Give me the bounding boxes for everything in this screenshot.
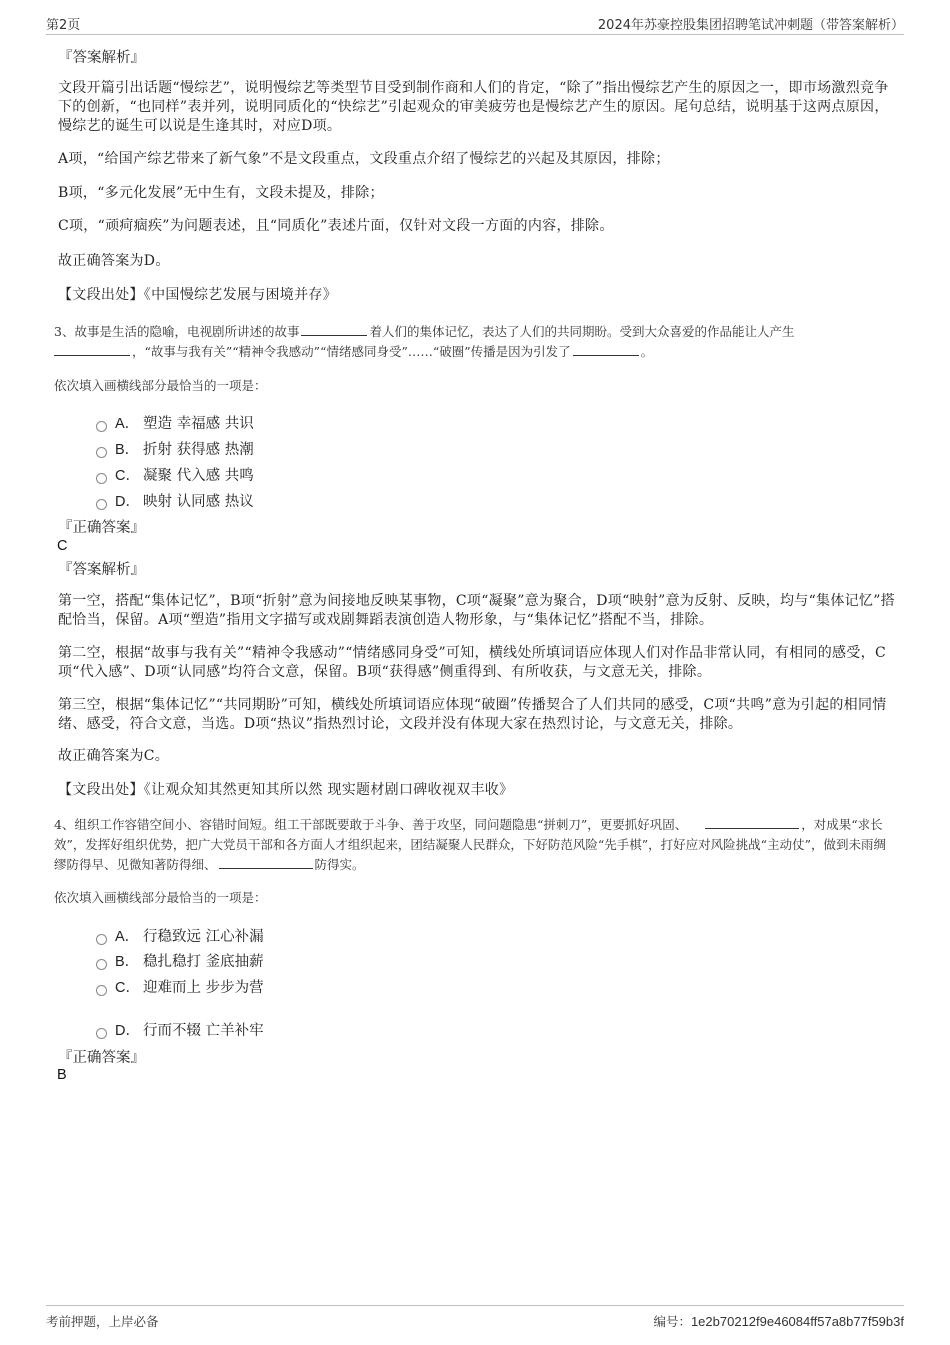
analysis-paragraph: 第一空，搭配“集体记忆”，B项“折射”意为间接地反映某事物，C项“凝聚”意为聚合，D项“映射”意为反射、反映，均与“集体记忆”搭配恰当，保留。A项“塑造”指用文字描写或戏剧舞蹈表演创造人物形象，与“集体记忆”搭配不当，排除。 — [58, 593, 895, 628]
fill-blank — [301, 323, 367, 336]
option-a[interactable]: A． 塑造 幸福感 共识 — [96, 412, 254, 432]
analysis-paragraph: 第二空，根据“故事与我有关”“精神令我感动”“情绪感同身受”可知，横线处所填词语应体现人们对作品非常认同，有相同的感受，C项“代入感”、D项“认同感”均符合文意，保留。B项“获得感”侧重得到、有所收获，与文意无关，排除。 — [58, 645, 886, 680]
option-c[interactable]: C． 迎难而上 步步为营 — [96, 976, 264, 996]
footer-slogan: 考前押题，上岸必备 — [46, 1314, 159, 1329]
correct-answer: C — [57, 538, 68, 554]
option-b[interactable]: B． 折射 获得感 热潮 — [96, 438, 254, 458]
radio-button[interactable] — [96, 934, 107, 945]
analysis-label: 『答案解析』 — [58, 50, 145, 66]
radio-button[interactable] — [96, 985, 107, 996]
radio-button[interactable] — [96, 1028, 107, 1039]
page-number: 第2页 — [46, 18, 81, 33]
radio-button[interactable] — [96, 499, 107, 510]
fill-blank — [54, 343, 130, 356]
analysis-label: 『答案解析』 — [58, 562, 145, 578]
fill-blank — [573, 343, 639, 356]
document-id: 编号：1e2b70212f9e46084ff57a8b77f59b3f — [653, 1314, 904, 1329]
analysis-paragraph: 第三空，根据“集体记忆”“共同期盼”可知，横线处所填词语应体现“破圈”传播契合了人们共同的感受，C项“共鸣”意为引起的相同情绪、感受，符合文意，当选。D项“热议”指热烈讨论，文段并没有体现大家在热烈讨论，与文意无关，排除。 — [58, 697, 887, 732]
option-a[interactable]: A． 行稳致远 江心补漏 — [96, 925, 264, 945]
radio-button[interactable] — [96, 447, 107, 458]
correct-answer-label: 『正确答案』 — [58, 520, 145, 536]
question-prompt: 依次填入画横线部分最恰当的一项是： — [54, 890, 267, 905]
source-citation: 【文段出处】《中国慢综艺发展与困境并存》 — [58, 287, 337, 303]
radio-button[interactable] — [96, 959, 107, 970]
analysis-paragraph: A项，“给国产综艺带来了新气象”不是文段重点，文段重点介绍了慢综艺的兴起及其原因，排除； — [58, 151, 670, 167]
fill-blank — [705, 816, 799, 829]
source-citation: 【文段出处】《让观众知其然更知其所以然 现实题材剧口碑收视双丰收》 — [58, 782, 514, 798]
analysis-paragraph: C项，“顽疴痼疾”为问题表述，且“同质化”表述片面，仅针对文段一方面的内容，排除。 — [58, 218, 614, 234]
option-d[interactable]: D． 映射 认同感 热议 — [96, 490, 254, 510]
page-header — [46, 14, 904, 35]
page-footer — [46, 1305, 904, 1330]
radio-button[interactable] — [96, 421, 107, 432]
correct-answer-label: 『正确答案』 — [58, 1050, 145, 1066]
conclusion-text: 故正确答案为D。 — [58, 253, 170, 269]
option-b[interactable]: B． 稳扎稳打 釜底抽薪 — [96, 950, 264, 970]
fill-blank — [219, 856, 313, 869]
radio-button[interactable] — [96, 473, 107, 484]
correct-answer: B — [57, 1067, 67, 1083]
document-title: 2024年苏豪控股集团招聘笔试冲刺题（带答案解析） — [597, 18, 904, 33]
question-stem: 4、组织工作容错空间小、容错时间短。组工干部既要敢于斗争、善于攻坚，同问题隐患“拼刺刀”，更要抓好巩固、 ，对成果“求长效”，发挥好组织优势，把广大党员干部和各方面人才组织起来，团结凝聚人民群众，下好防范风险“先手棋”，打好应对风险挑战“主动仗”，做到未雨绸缪防得早、见微知著防得细、 防得实。 — [54, 817, 886, 872]
option-c[interactable]: C． 凝聚 代入感 共鸣 — [96, 464, 254, 484]
question-stem: 3、故事是生活的隐喻，电视剧所讲述的故事 着人们的集体记忆，表达了人们的共同期盼。受到大众喜爱的作品能让人产生 ，“故事与我有关”“精神令我感动”“情绪感同身受”……“破圈”传播是因为引发了 。 — [54, 324, 795, 359]
conclusion-text: 故正确答案为C。 — [58, 748, 170, 764]
analysis-paragraph: 文段开篇引出话题“慢综艺”，说明慢综艺等类型节目受到制作商和人们的肯定，“除了”指出慢综艺产生的原因之一，即市场激烈竞争下的创新，“也同样”表并列，说明同质化的“快综艺”引起观众的审美疲劳也是慢综艺产生的原因。尾句总结，说明基于这两点原因，慢综艺的诞生可以说是生逢其时，对应D项。 — [58, 80, 889, 134]
question-prompt: 依次填入画横线部分最恰当的一项是： — [54, 378, 267, 393]
analysis-paragraph: B项，“多元化发展”无中生有，文段未提及，排除； — [58, 185, 384, 201]
option-d[interactable]: D． 行而不辍 亡羊补牢 — [96, 1019, 264, 1039]
